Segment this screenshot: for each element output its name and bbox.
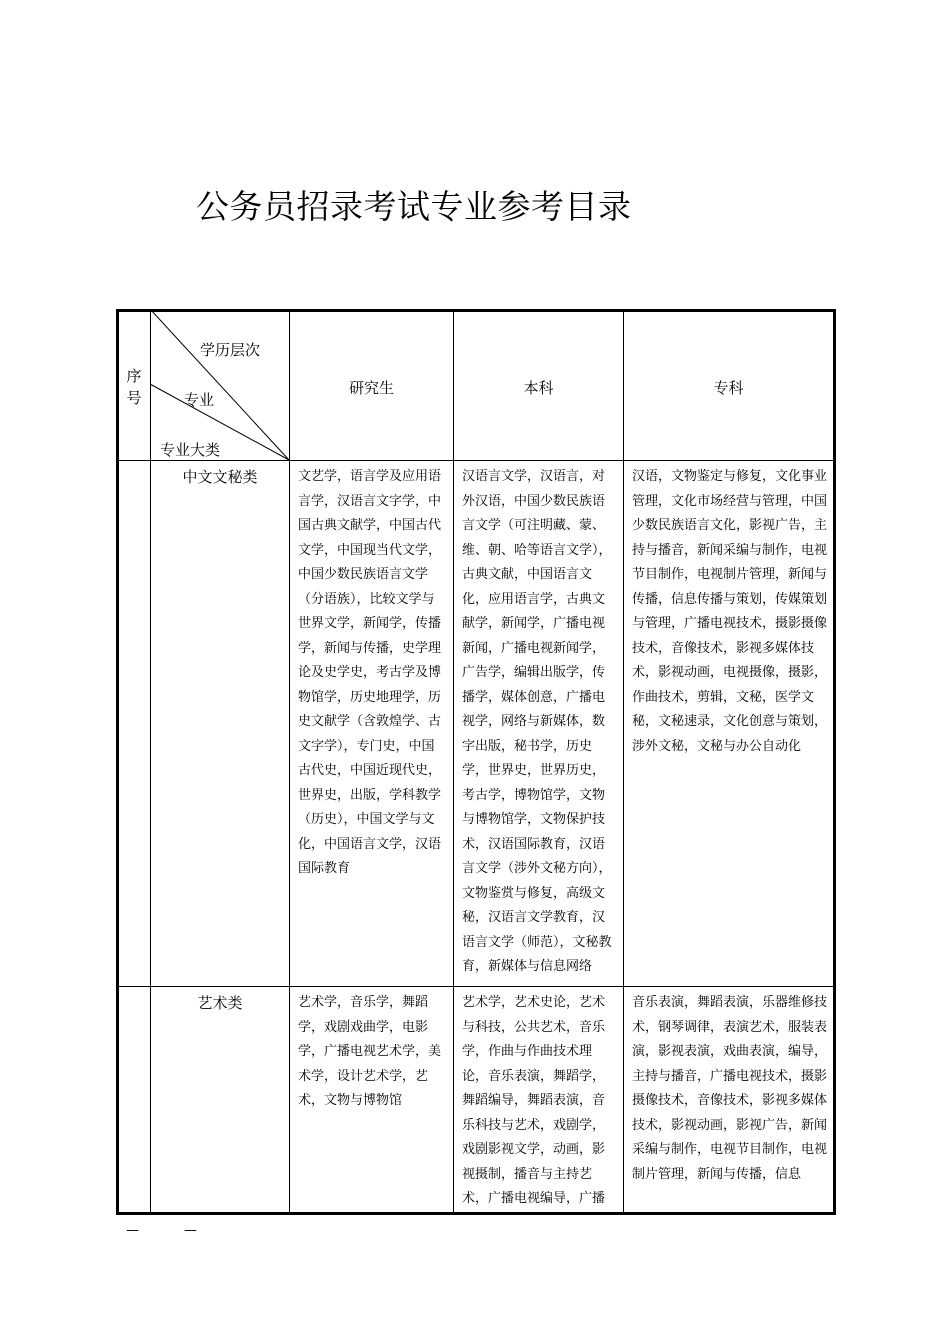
table-border-left bbox=[116, 309, 119, 1215]
graduate-majors-cell: 艺术学，音乐学，舞蹈学，戏剧戏曲学，电影学，广播电视艺术学，美术学，设计艺术学，艺术，文物与博物馆 bbox=[298, 995, 442, 1108]
footer-dash-left: — bbox=[126, 1223, 139, 1238]
graduate-majors-cell: 文艺学，语言学及应用语言学，汉语言文字学，中国古典文献学，中国古代文学，中国现当代文学，中国少数民族语言文学（分语族），比较文学与世界文学，新闻学，传播学，新闻与传播，史学理论及史学史，考古学及博物馆学，历史地理学，历史文献学（含敦煌学、古文字学），专门史，中国古代史，中国近现代史，世界史，出版，学科教学（历史），中国文学与文化，中国语言文学，汉语国际教育 bbox=[298, 469, 442, 876]
junior-majors-cell: 音乐表演，舞蹈表演，乐器维修技术，钢琴调律，表演艺术，服装表演，影视表演，戏曲表演，编导，主持与播音，广播电视技术，摄影摄像技术，音像技术，影视多媒体技术，影视动画，影视广告，新闻采编与制作，电视节目制作，电视制片管理，新闻与传播，信息 bbox=[632, 995, 828, 1182]
undergraduate-majors-cell: 艺术学，艺术史论，艺术与科技，公共艺术，音乐学，作曲与作曲技术理论，音乐表演，舞蹈学，舞蹈编导，舞蹈表演，音乐科技与艺术，戏剧学，戏剧影视文学，动画，影视摄制，播音与主持艺术，广播电视编导，广播 bbox=[462, 995, 606, 1206]
diag-label-category: 专业大类 bbox=[160, 441, 221, 459]
footer-dash-right: — bbox=[184, 1223, 197, 1238]
table-border-bottom bbox=[116, 1212, 836, 1215]
diag-label-major: 专业 bbox=[184, 391, 215, 409]
table-border-right bbox=[833, 309, 836, 1215]
graduate-header: 研究生 bbox=[348, 379, 394, 397]
category-label: 中文文秘类 bbox=[182, 468, 258, 486]
junior-majors-cell: 汉语，文物鉴定与修复，文化事业管理，文化市场经营与管理，中国少数民族语言文化，影视广告，主持与播音，新闻采编与制作，电视节目制作，电视制片管理，新闻与传播，信息传播与策划，传媒策划与管理，广播电视技术，摄影摄像技术，音像技术，影视多媒体技术，影视动画，电视摄像，摄影，作曲技术，剪辑，文秘，医学文秘，文秘速录，文化创意与策划，涉外文秘，文秘与办公自动化 bbox=[632, 469, 828, 754]
major-catalog-table bbox=[116, 309, 836, 1215]
junior-header: 专科 bbox=[713, 379, 744, 397]
page-title: 公务员招录考试专业参考目录 bbox=[196, 187, 632, 226]
undergraduate-majors-cell: 汉语言文学，汉语言，对外汉语，中国少数民族语言文学（可注明藏、蒙、维、朝、哈等语言文学），古典文献，中国语言文化，应用语言学，古典文献学，新闻学，广播电视新闻，广播电视新闻学，广告学，编辑出版学，传播学，媒体创意，广播电视学，网络与新媒体，数字出版，秘书学，历史学，世界史，世界历史，考古学，博物馆学，文物与博物馆学，文物保护技术，汉语国际教育，汉语言文学（涉外文秘方向），文物鉴赏与修复，高级文秘，汉语言文学教育，汉语言文学（师范），文秘教育，新媒体与信息网络 bbox=[462, 469, 612, 974]
undergraduate-header: 本科 bbox=[523, 379, 554, 397]
diag-label-level: 学历层次 bbox=[200, 341, 261, 359]
category-label: 艺术类 bbox=[197, 994, 243, 1012]
seq-header: 序号 bbox=[126, 367, 142, 407]
